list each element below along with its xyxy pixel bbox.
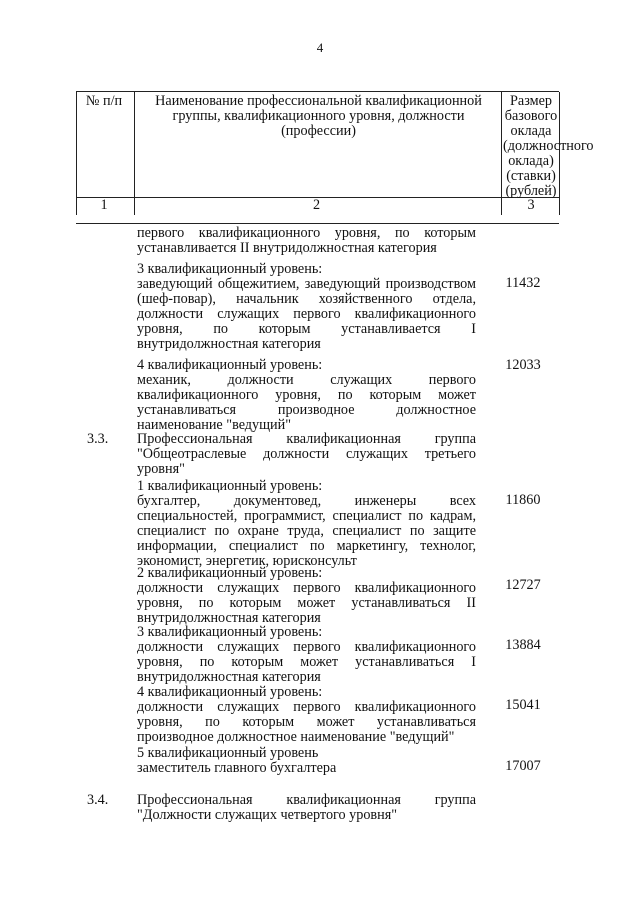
level-value: 12033 [505,357,541,373]
section-title: Профессиональная квалификационная группа "Общеотраслевые должности служащих третьего уровня" [137,431,476,477]
level-title: 5 квалификационный уровень [137,745,319,761]
level-title: 3 квалификационный уровень: [137,624,323,640]
table-header [76,91,594,215]
level-block [137,746,476,776]
level-title: 3 квалификационный уровень: [137,261,323,277]
level-description: механик, должности служащих первого квалификационного уровня, по которым может устанавливаться производное должностное наименование "ведущий" [137,372,476,433]
level-title: 1 квалификационный уровень: [137,478,323,494]
level-block [137,479,476,569]
continuation-text: первого квалификационного уровня, по которым устанавливается II внутридолжностная категория [137,225,476,256]
level-description: должности служащих первого квалификационного уровня, по которым может устанавливаться I внутридолжностная категория [137,639,476,685]
column-number-1: 1 [100,197,108,213]
level-title: 4 квалификационный уровень: [137,684,323,700]
header-salary-col: Размер базового оклада (должностного оклада) (ставки) (рублей) [503,93,594,199]
level-value: 11432 [505,275,541,291]
level-title: 2 квалификационный уровень: [137,565,323,581]
header-number-col: № п/п [85,93,123,109]
level-title: 4 квалификационный уровень: [137,357,323,373]
level-value: 13884 [505,637,541,653]
level-description: должности служащих первого квалификационного уровня, по которым может устанавливаться производное должностное наименование "ведущий" [137,699,476,745]
header-bottom-rule [76,223,559,224]
section-number: 3.4. [87,792,109,808]
column-number-3: 3 [527,197,535,213]
level-block [137,685,476,745]
level-description: заведующий общежитием, заведующий производством (шеф-повар), начальник хозяйственного отдела, должности служащих первого квалификационного уровня, по которым устанавливается I внутридолжностная категория [137,276,476,352]
level-value: 11860 [505,492,541,508]
level-description: заместитель главного бухгалтера [137,760,337,776]
level-value: 12727 [505,577,541,593]
column-number-2: 2 [312,197,321,213]
section-title: Профессиональная квалификационная группа "Должности служащих четвертого уровня" [137,792,476,823]
section-number: 3.3. [87,431,109,447]
level-description: должности служащих первого квалификационного уровня, по которым может устанавливаться II внутридолжностная категория [137,580,476,626]
level-block [137,625,476,685]
level-description: бухгалтер, документовед, инженеры всех специальностей, программист, специалист по кадрам, специалист по охране труда, специалист по защите информации, специалист по маркетингу, технолог, экономист, энергетик, юрисконсульт [137,493,476,569]
level-block [137,262,476,352]
level-value: 17007 [505,758,541,774]
level-value: 15041 [505,697,541,713]
page-number: 4 [316,40,324,55]
level-block [137,566,476,626]
header-name-col: Наименование профессиональной квалификационной группы, квалификационного уровня, должности (профессии) [155,93,482,139]
level-block [137,358,476,433]
